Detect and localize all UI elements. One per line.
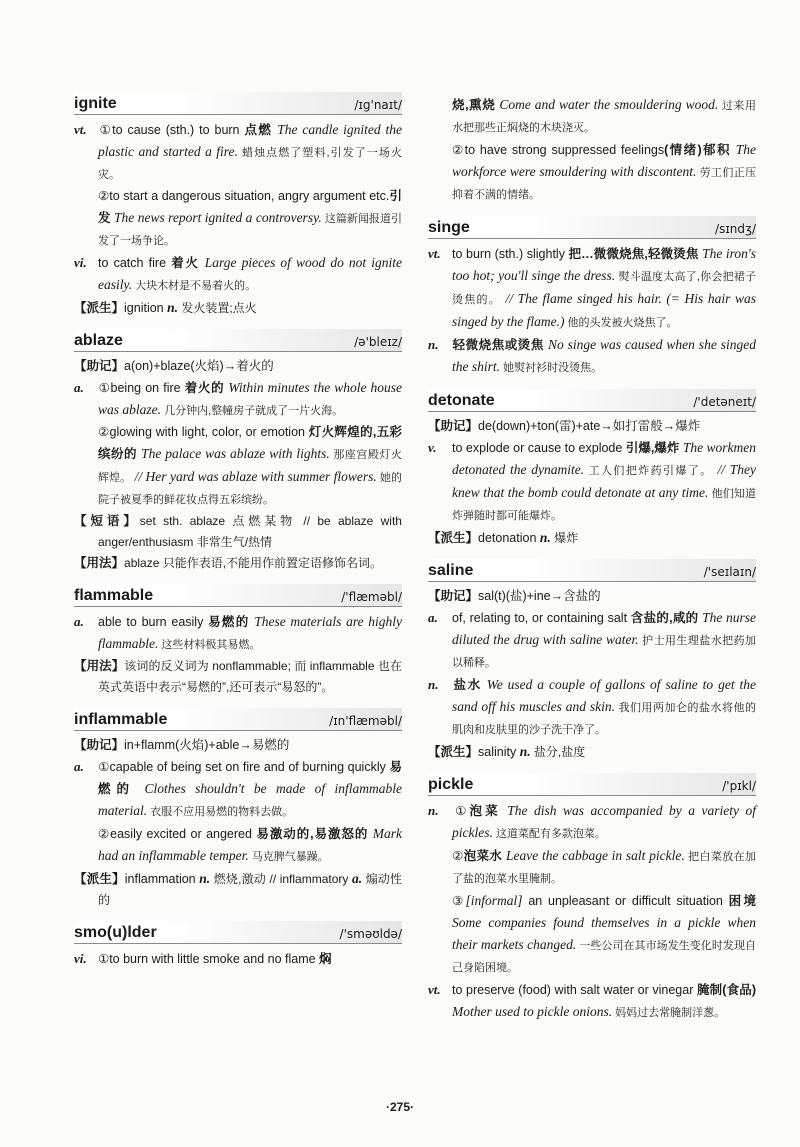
sense-line: v. to explode or cause to explode 引爆,爆炸 The workmen detonated the dynamite. 工人们把炸药引爆了。 // They knew that the bomb could detonate at any time. 他们知道炸弹随时都可能爆炸。 [428, 440, 757, 522]
entry-smoulder-continued [428, 94, 756, 206]
phonetic: /'seɪlaɪn/ [703, 565, 756, 579]
sense-line: vt. ①to cause (sth.) to burn 点燃 The candle ignited the plastic and started a fire. 蜡烛点燃了塑料,引发了一场火灾。 [74, 122, 402, 181]
entry-header [74, 584, 402, 607]
headword: smo(u)lder [74, 924, 157, 941]
phonetic: /'sməʊldə/ [339, 927, 402, 941]
phonetic: /'detəneɪt/ [693, 395, 756, 409]
headword: ablaze [74, 332, 123, 349]
entry-flammable [74, 584, 402, 698]
entry-header [74, 329, 402, 352]
sense-line: n. 轻微烧焦或烫焦 No singe was caused when she singed the shirt. 她熨衬衫时没烫焦。 [428, 337, 756, 374]
headword: singe [428, 219, 470, 236]
entry-header [74, 92, 402, 115]
entry-pickle [428, 773, 756, 1024]
sense-line: vi. ①to burn with little smoke and no flame 焖 [74, 951, 332, 966]
sense-line: vi. to catch fire 着火 Large pieces of wood do not ignite easily. 大块木材是不易着火的。 [74, 255, 402, 292]
entry-header [74, 708, 402, 731]
entry-header [428, 559, 756, 582]
derivative-line: 【派生】inflammation n. 燃烧,激动 // inflammatory a. 煽动性的 [74, 871, 402, 907]
sense-line: ②泡菜水 Leave the cabbage in salt pickle. 把白菜放在加了盐的泡菜水里腌制。 [452, 848, 756, 885]
sense-line: ②to start a dangerous situation, angry argument etc.引发 The news report ignited a controversy. 这篇新闻报道引发了一场争论。 [98, 189, 402, 247]
headword: detonate [428, 392, 495, 409]
sense-line: ②to have strong suppressed feelings(情绪)郁积 The workforce were smouldering with discontent. 劳工们正压抑着不满的情绪。 [452, 142, 756, 201]
phrase-line: 【短语】set sth. ablaze 点燃某物 // be ablaze with anger/enthusiasm 非常生气/热情 [74, 514, 402, 549]
usage-line: 【用法】该词的反义词为 nonflammable; 而 inflammable 也在英式英语中表示“易燃的”,还可表示“易怒的”。 [74, 659, 402, 694]
sense-line: vt. to preserve (food) with salt water or vinegar 腌制(食品) Mother used to pickle onions. 妈妈过去常腌制洋葱。 [428, 982, 757, 1019]
sense-line: a. of, relating to, or containing salt 含盐的,咸的 The nurse diluted the drug with saline water. 护士用生理盐水把药加以稀释。 [428, 610, 757, 669]
entry-header [428, 216, 756, 239]
page-number: ·275· [385, 1100, 414, 1114]
sense-line: ②easily excited or angered 易激动的,易激怒的 Mark had an inflammable temper. 马克脾气暴躁。 [98, 826, 402, 863]
sense-line: n. ①泡菜 The dish was accompanied by a variety of pickles. 这道菜配有多款泡菜。 [428, 803, 756, 840]
entry-header [74, 921, 402, 944]
phonetic: /ə'bleɪz/ [354, 335, 402, 349]
sense-line: a. ①being on fire 着火的 Within minutes the whole house was ablaze. 几分钟内,整幢房子就成了一片火海。 [74, 380, 402, 417]
usage-line: 【用法】ablaze 只能作表语,不能用作前置定语修饰名词。 [74, 556, 383, 570]
entry-singe [428, 216, 756, 379]
entry-ignite [74, 92, 402, 319]
headword: saline [428, 562, 474, 579]
headword: pickle [428, 776, 474, 793]
entry-detonate [428, 389, 756, 549]
left-column [74, 92, 402, 980]
phonetic: /'pɪkl/ [722, 779, 756, 793]
phonetic: /sɪndʒ/ [715, 222, 756, 236]
derivative-line: 【派生】ignition n. 发火装置;点火 [74, 300, 257, 315]
derivative-line: 【派生】detonation n. 爆炸 [428, 530, 579, 545]
entry-header [428, 389, 756, 412]
mnemonic-line: 【助记】de(down)+ton(雷)+ate→如打雷般→爆炸 [428, 419, 701, 433]
sense-line: a. ①capable of being set on fire and of burning quickly 易燃的 Clothes shouldn't be made of inflammable material. 衣服不应用易燃的物料去做。 [74, 759, 402, 818]
sense-line: 烧,熏烧 Come and water the smouldering wood. 过来用水把那些正焖烧的木块浇灭。 [452, 97, 756, 134]
sense-line: vt. to burn (sth.) slightly 把…微微烧焦,轻微烫焦 The iron's too hot; you'll singe the dress. 熨斗温度太高了,你会把裙子烫焦的。 // The flame singed his hair. (= His hair was singed by the flame.) 他的头发被火烧焦了。 [428, 246, 757, 329]
entry-header [428, 773, 756, 796]
mnemonic-line: 【助记】a(on)+blaze(火焰)→着火的 [74, 359, 274, 373]
derivative-line: 【派生】salinity n. 盐分,盐度 [428, 744, 586, 759]
mnemonic-line: 【助记】sal(t)(盐)+ine→含盐的 [428, 589, 601, 603]
entry-ablaze [74, 329, 402, 574]
phonetic: /ɪg'naɪt/ [354, 98, 402, 112]
sense-line: ③[informal] an unpleasant or difficult situation 困境 Some companies found themselves in a pickle when their markets changed. 一些公司在其市场发生变化时发现自己身陷困境。 [452, 893, 756, 974]
phonetic: /ɪn'flæməbl/ [329, 714, 402, 728]
sense-line: n. 盐水 We used a couple of gallons of saline to get the sand off his muscles and skin. 我们用两加仑的盐水将他的肌肉和皮肤里的沙子洗干净了。 [428, 677, 756, 736]
sense-line: a. able to burn easily 易燃的 These materials are highly flammable. 这些材料极其易燃。 [74, 614, 403, 651]
entry-saline [428, 559, 756, 763]
entry-smoulder [74, 921, 402, 970]
headword: ignite [74, 95, 117, 112]
phonetic: /'flæməbl/ [341, 590, 402, 604]
mnemonic-line: 【助记】in+flamm(火焰)+able→易燃的 [74, 738, 290, 752]
sense-line: ②glowing with light, color, or emotion 灯火辉煌的,五彩缤纷的 The palace was ablaze with lights. 那座宫殿灯火辉煌。 // Her yard was ablaze with summer flowers. 她的院子被夏季的鲜花妆点得五彩缤纷。 [98, 425, 402, 506]
headword: inflammable [74, 711, 168, 728]
right-column [428, 94, 756, 1034]
headword: flammable [74, 587, 154, 604]
entry-inflammable [74, 708, 402, 911]
